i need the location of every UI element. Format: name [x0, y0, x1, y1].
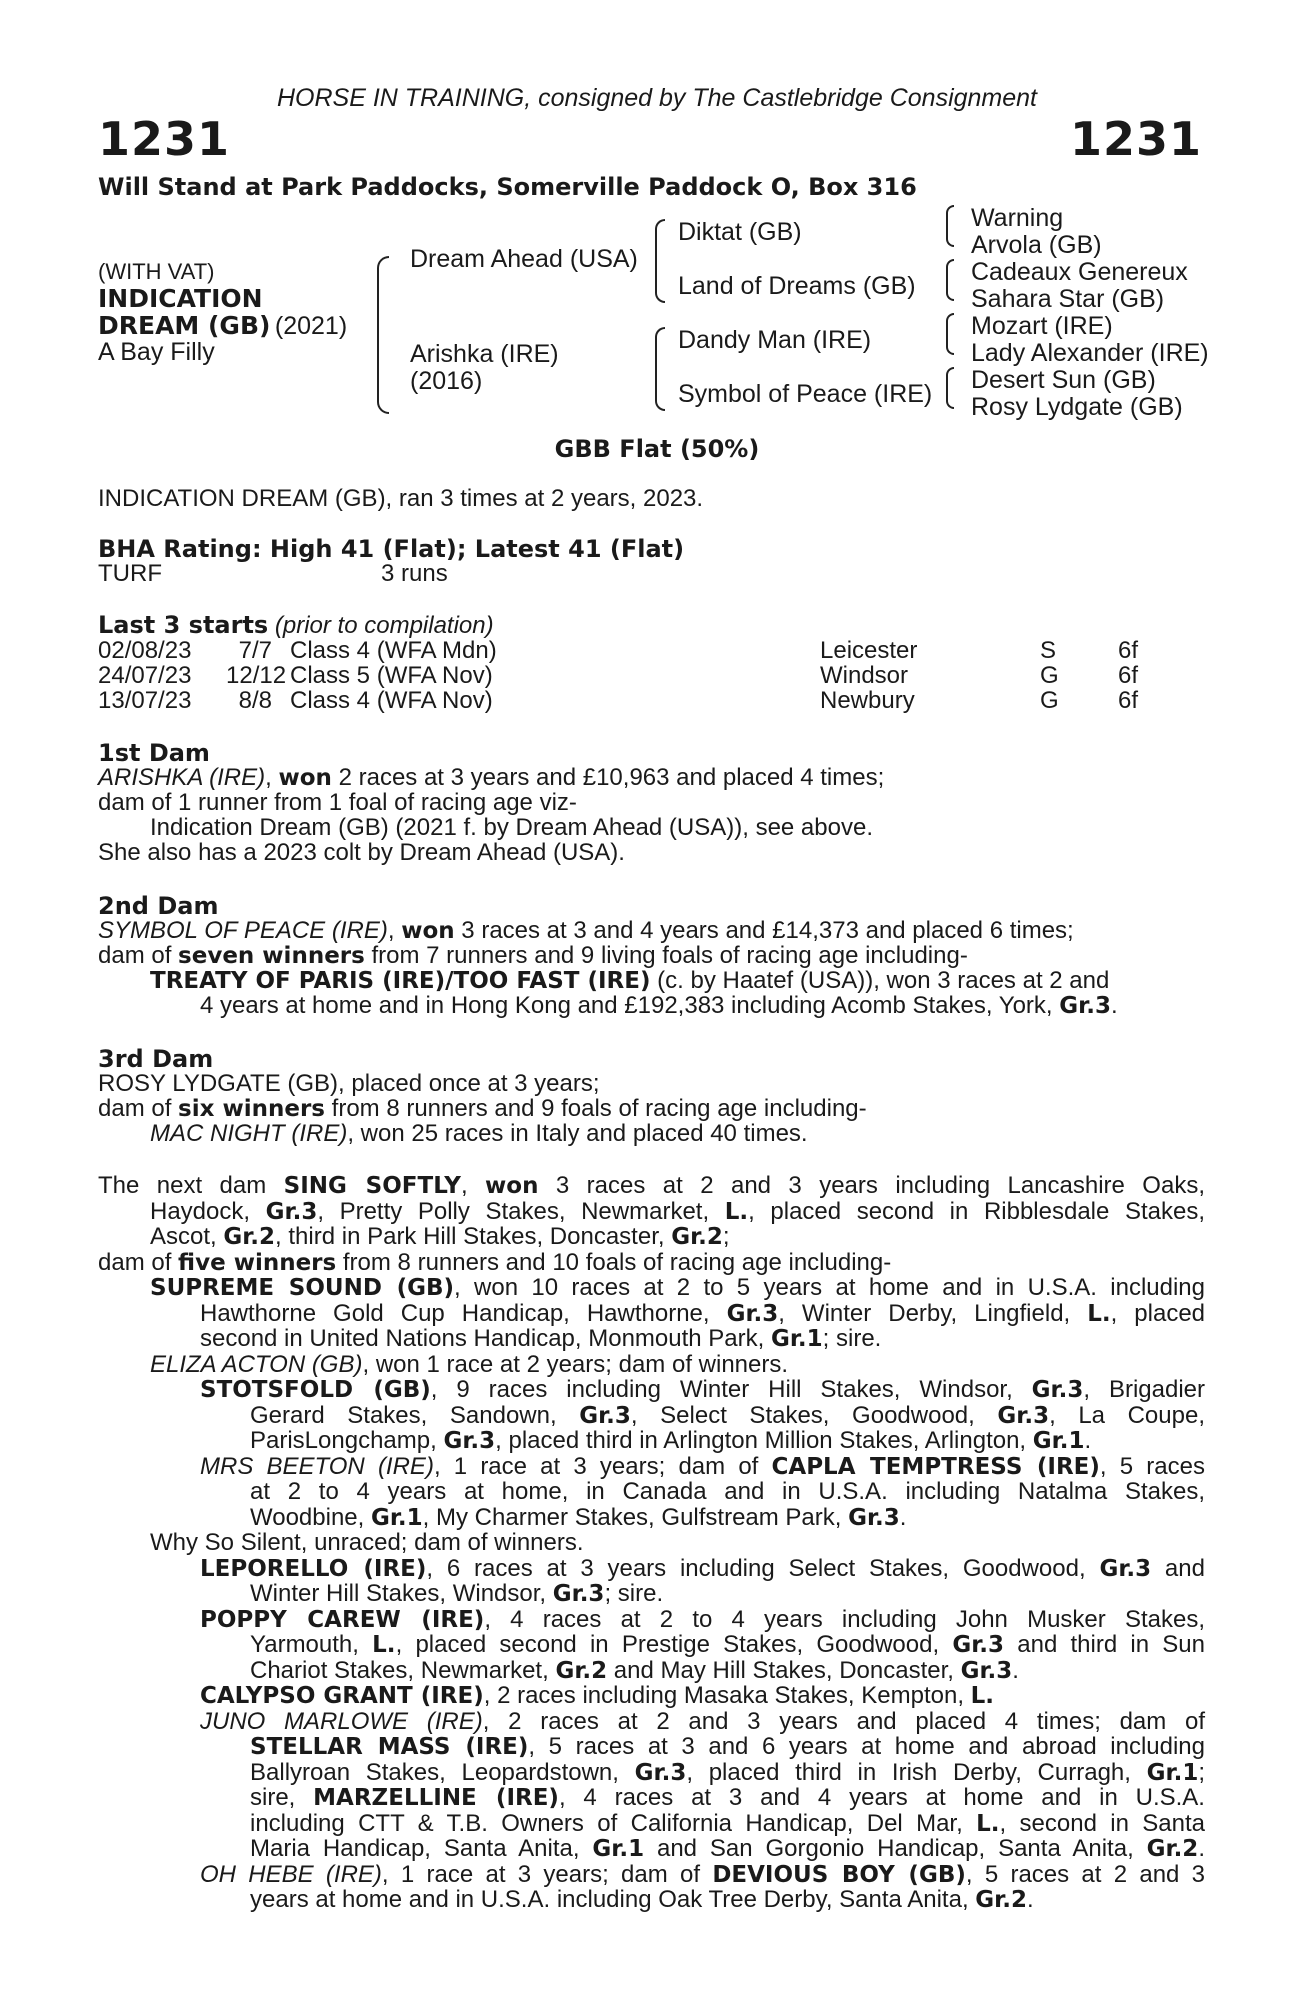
next-dam-l1c: ,: [460, 1172, 486, 1199]
pedigree-gg-2: Arvola (GB): [971, 231, 1102, 259]
dam2-heading: 2nd Dam: [98, 892, 219, 920]
next-dam-l23a: STELLAR MASS (IRE): [250, 1734, 529, 1760]
next-dam-line: [250, 1657, 1019, 1685]
next-dam-l6a: Hawthorne Gold Cup Handicap, Hawthorne,: [200, 1299, 727, 1327]
next-dam-l4b: five winners: [178, 1249, 337, 1276]
dam2-line4: [200, 992, 1118, 1020]
next-dam-l3c: , third in Park Hill Stakes, Doncaster,: [275, 1223, 672, 1250]
next-dam-line: [250, 1427, 1091, 1455]
next-dam-line: [250, 1810, 1205, 1838]
next-dam-l6e: , placed: [1110, 1299, 1206, 1327]
bha-runs: 3 runs: [381, 560, 448, 587]
next-dam-l14d: Gr.3: [848, 1504, 900, 1531]
start-dist: 6f: [1118, 687, 1139, 714]
start-date: 13/07/23: [98, 687, 192, 714]
next-dam-l16c: Gr.3: [1099, 1555, 1152, 1582]
next-dam-l29b: Gr.2: [975, 1887, 1027, 1913]
next-dam-l16d: and: [1151, 1554, 1205, 1582]
pedigree-gg-5: Mozart (IRE): [971, 312, 1113, 340]
next-dam-l17c: ; sire.: [604, 1580, 664, 1607]
next-dam-l27a: Maria Handicap, Santa Anita,: [250, 1835, 593, 1862]
lot-number-right: 1231: [1069, 112, 1202, 166]
next-dam-l20b: Gr.2: [555, 1657, 608, 1684]
next-dam-l22b: , 2 races at 2 and 3 years and placed 4 times; dam of: [482, 1707, 1206, 1735]
next-dam-l12b: , 1 race at 3 years; dam of: [433, 1452, 772, 1480]
race-summary: INDICATION DREAM (GB), ran 3 times at 2 years, 2023.: [98, 485, 704, 512]
horse-name-line1: INDICATION: [98, 284, 263, 313]
dam1-line3: Indication Dream (GB) (2021 f. by Dream Ahead (USA)), see above.: [150, 814, 873, 841]
next-dam-l11d: Gr.1: [1032, 1428, 1085, 1454]
start-pos: 8/8: [238, 687, 272, 714]
next-dam-l10a: Gerard Stakes, Sandown,: [250, 1401, 580, 1429]
next-dam-l23b: , 5 races at 3 and 6 years at home and abroad including: [528, 1733, 1205, 1760]
next-dam-line: [200, 1682, 994, 1710]
next-dam-line: [98, 1249, 891, 1277]
next-dam-l2a: Haydock,: [150, 1197, 266, 1225]
next-dam-l24c: , placed third in Irish Derby, Curragh,: [686, 1758, 1147, 1786]
pedigree-brace-g4: [946, 367, 954, 409]
pedigree-gg-8: Rosy Lydgate (GB): [971, 393, 1183, 421]
next-dam-l20c: and May Hill Stakes, Doncaster,: [607, 1656, 961, 1684]
next-dam-line: [200, 1376, 1205, 1404]
next-dam-line: [250, 1631, 1205, 1659]
next-dam-l4a: dam of: [98, 1248, 179, 1276]
next-dam-l2d: L.: [724, 1198, 749, 1225]
pedigree-brace-g2: [946, 259, 954, 301]
page-header-title: HORSE IN TRAINING, consigned by The Castlebridge Consignment: [276, 84, 1038, 112]
next-dam-l18a: POPPY CAREW (IRE): [200, 1606, 485, 1633]
next-dam-l26c: , second in Santa: [999, 1809, 1205, 1837]
next-dam-l17b: Gr.3: [552, 1581, 605, 1607]
dam1-line1: ARISHKA (IRE), won 2 races at 3 years and £10,963 and placed 4 times;: [98, 764, 885, 791]
next-dam-line: [150, 1274, 1205, 1302]
next-dam-l2b: Gr.3: [265, 1198, 318, 1225]
dam2-l2c: from 7 runners and 9 living foals of racing age including-: [364, 942, 968, 969]
next-dam-l3a: Ascot,: [150, 1223, 224, 1250]
next-dam-l1b: SING SOFTLY: [283, 1173, 461, 1199]
next-dam-line: [200, 1555, 1205, 1583]
horse-name-line2-wrap: [98, 311, 347, 341]
next-dam-l19c: , placed second in Prestige Stakes, Goodwood,: [395, 1631, 953, 1658]
dam2-l4a: 4 years at home and in Hong Kong and £192,383 including Acomb Stakes, York,: [200, 992, 1060, 1019]
next-dam-l22a: JUNO MARLOWE (IRE): [200, 1707, 483, 1735]
pedigree-brace-main: [377, 256, 389, 414]
start-class: Class 5 (WFA Nov): [290, 662, 493, 689]
next-dam-l3b: Gr.2: [223, 1224, 276, 1250]
dam3-line1: ROSY LYDGATE (GB), placed once at 3 years;: [98, 1070, 600, 1097]
next-dam-line: [150, 1351, 788, 1379]
bha-rating: BHA Rating: High 41 (Flat); Latest 41 (Flat): [98, 535, 685, 563]
next-dam-l29a: years at home and in U.S.A. including Oak Tree Derby, Santa Anita,: [250, 1886, 976, 1913]
next-dam-line: [150, 1198, 1205, 1226]
starts-heading-row: [98, 611, 494, 640]
next-dam-l27c: and San Gorgonio Handicap, Santa Anita,: [644, 1835, 1147, 1862]
next-dam-l28a: OH HEBE (IRE): [200, 1860, 382, 1888]
next-dam-l11c: , placed third in Arlington Million Stakes, Arlington,: [495, 1427, 1033, 1454]
pedigree-dam-dam: Symbol of Peace (IRE): [678, 380, 933, 408]
dam2-l4b: Gr.3: [1059, 993, 1111, 1019]
pedigree-gg-3: Cadeaux Genereux: [971, 258, 1188, 286]
dam2-l4c: .: [1110, 992, 1118, 1019]
dam1-record: 2 races at 3 years and £10,963 and placed 4 times;: [331, 764, 885, 791]
pedigree-gg-1: Warning: [971, 204, 1064, 232]
next-dam-l3d: Gr.2: [671, 1224, 723, 1250]
next-dam-l27b: Gr.1: [592, 1836, 645, 1862]
next-dam-l20e: .: [1012, 1656, 1019, 1684]
pedigree-brace-sire: [655, 219, 665, 303]
next-dam-line: [200, 1453, 1205, 1481]
next-dam-line: [200, 1325, 881, 1353]
horse-description: A Bay Filly: [98, 338, 215, 366]
next-dam-l19b: L.: [372, 1632, 396, 1658]
next-dam-l6d: L.: [1087, 1300, 1111, 1327]
dam3-l2c: from 8 runners and 9 foals of racing age including-: [324, 1095, 867, 1122]
next-dam-l24b: Gr.3: [634, 1759, 687, 1786]
start-course: Newbury: [820, 687, 915, 714]
start-date: 02/08/23: [98, 637, 192, 664]
next-dam-l1a: The next dam: [98, 1172, 284, 1199]
next-dam-line: [250, 1504, 906, 1532]
dam3-l2a: dam of: [98, 1095, 179, 1122]
pedigree-dam: Arishka (IRE): [410, 340, 559, 368]
pedigree-gg-6: Lady Alexander (IRE): [971, 339, 1209, 367]
next-dam-line: [250, 1733, 1205, 1761]
dam1-won: won: [278, 765, 332, 791]
next-dam-l27d: Gr.2: [1146, 1836, 1199, 1862]
bha-surface: TURF: [98, 560, 162, 587]
next-dam-line: [250, 1886, 1034, 1914]
next-dam-l7b: Gr.1: [770, 1326, 823, 1352]
next-dam-l28b: , 1 race at 3 years; dam of: [381, 1860, 713, 1888]
next-dam-l11b: Gr.3: [443, 1428, 496, 1454]
next-dam-l9d: , Brigadier: [1083, 1376, 1205, 1403]
dam1-name: ARISHKA (IRE): [98, 764, 266, 791]
next-dam-l26b: L.: [976, 1810, 1000, 1837]
next-dam-l10c: , Select Stakes, Goodwood,: [630, 1401, 998, 1429]
next-dam-l17a: Winter Hill Stakes, Windsor,: [250, 1580, 553, 1607]
dam2-line2: [98, 942, 968, 970]
start-dist: 6f: [1118, 662, 1139, 689]
next-dam-l19d: Gr.3: [952, 1632, 1005, 1658]
start-going: G: [1040, 662, 1059, 689]
next-dam-l25b: MARZELLINE (IRE): [313, 1785, 559, 1811]
next-dam-l9c: Gr.3: [1031, 1377, 1084, 1403]
next-dam-l2e: , placed second in Ribblesdale Stakes,: [748, 1197, 1205, 1225]
next-dam-line: [150, 1529, 584, 1557]
lot-number-left: 1231: [98, 112, 231, 166]
start-date: 24/07/23: [98, 662, 192, 689]
pedigree-sire-dam: Land of Dreams (GB): [678, 272, 916, 300]
pedigree-sire-sire: Diktat (GB): [678, 218, 802, 246]
next-dam-l25a: sire,: [250, 1784, 314, 1811]
next-dam-line: [250, 1478, 1205, 1506]
next-dam-l11e: .: [1084, 1427, 1092, 1454]
next-dam-l24d: Gr.1: [1146, 1759, 1199, 1786]
pedigree-dam-sire: Dandy Man (IRE): [678, 326, 872, 354]
next-dam-line: [200, 1606, 1205, 1634]
next-dam-l24a: Ballyroan Stakes, Leopardstown,: [250, 1758, 635, 1786]
next-dam-line: [250, 1759, 1205, 1787]
start-class: Class 4 (WFA Mdn): [290, 637, 497, 664]
next-dam-l13: at 2 to 4 years at home, in Canada and in U.S.A. including Natalma Stakes,: [250, 1478, 1205, 1505]
dam2-progeny-name: TREATY OF PARIS (IRE)/TOO FAST (IRE): [150, 968, 651, 994]
next-dam-l8a: ELIZA ACTON (GB): [150, 1350, 363, 1378]
next-dam-l12c: CAPLA TEMPTRESS (IRE): [771, 1453, 1100, 1480]
next-dam-l21c: L.: [970, 1683, 995, 1709]
starts-heading: Last 3 starts: [98, 611, 269, 639]
next-dam-l14a: Woodbine,: [250, 1503, 371, 1531]
next-dam-line: [98, 1172, 1205, 1200]
dam1-line2: dam of 1 runner from 1 foal of racing age viz-: [98, 789, 577, 816]
dam2-line3: [150, 967, 1109, 995]
dam1-line4: She also has a 2023 colt by Dream Ahead (USA).: [98, 839, 625, 866]
stand-location: Will Stand at Park Paddocks, Somerville Paddock O, Box 316: [98, 173, 917, 201]
dam3-line3: [150, 1120, 808, 1148]
next-dam-l19e: and third in Sun: [1004, 1631, 1205, 1658]
dam2-winners-count: seven winners: [178, 943, 365, 969]
dam1-heading: 1st Dam: [98, 739, 210, 767]
next-dam-l6b: Gr.3: [726, 1300, 779, 1327]
next-dam-l2c: , Pretty Polly Stakes, Newmarket,: [317, 1197, 725, 1225]
start-course: Leicester: [820, 637, 918, 664]
next-dam-l9a: STOTSFOLD (GB): [200, 1377, 431, 1403]
start-pos: 7/7: [238, 637, 272, 664]
next-dam-l10e: , La Coupe,: [1049, 1401, 1205, 1429]
next-dam-l14c: , My Charmer Stakes, Gulfstream Park,: [422, 1503, 849, 1531]
dam2-l3b: (c. by Haatef (USA)), won 3 races at 2 and: [650, 967, 1110, 994]
next-dam-l7c: ; sire.: [822, 1325, 882, 1352]
next-dam-l6c: , Winter Derby, Lingfield,: [778, 1299, 1088, 1327]
next-dam-l1e: 3 races at 2 and 3 years including Lancashire Oaks,: [538, 1172, 1205, 1199]
next-dam-line: [150, 1223, 730, 1251]
start-pos: 12/12: [226, 662, 287, 689]
next-dam-line: [200, 1861, 1205, 1889]
next-dam-l5a: SUPREME SOUND (GB): [150, 1275, 455, 1301]
start-going: S: [1040, 637, 1057, 664]
dam3-winners-count: six winners: [178, 1096, 325, 1122]
starts-note: (prior to compilation): [274, 612, 494, 639]
next-dam-line: [200, 1300, 1205, 1328]
next-dam-l3e: ;: [722, 1223, 730, 1250]
next-dam-l10b: Gr.3: [579, 1402, 631, 1429]
next-dam-l11a: ParisLongchamp,: [250, 1427, 444, 1454]
next-dam-l27e: .: [1198, 1835, 1205, 1862]
dam2-l2a: dam of: [98, 942, 179, 969]
next-dam-line: [200, 1708, 1205, 1736]
next-dam-line: [250, 1580, 663, 1608]
next-dam-line: [250, 1784, 1205, 1812]
next-dam-l28d: , 5 races at 2 and 3: [965, 1860, 1206, 1888]
next-dam-l29c: .: [1026, 1886, 1034, 1913]
next-dam-l16a: LEPORELLO (IRE): [200, 1555, 427, 1582]
next-dam-l19a: Yarmouth,: [250, 1631, 373, 1658]
pedigree-gg-7: Desert Sun (GB): [971, 366, 1156, 394]
next-dam-l21a: CALYPSO GRANT (IRE): [200, 1683, 484, 1709]
start-going: G: [1040, 687, 1059, 714]
dam3-heading: 3rd Dam: [98, 1045, 214, 1073]
dam3-line2: [98, 1095, 867, 1123]
next-dam-l14e: .: [899, 1503, 907, 1531]
dam2-won: won: [401, 918, 455, 944]
gbb-status: GBB Flat (50%): [554, 435, 760, 463]
dam3-l3b: , won 25 races in Italy and placed 40 times.: [347, 1120, 808, 1147]
next-dam-l5b: , won 10 races at 2 to 5 years at home and in U.S.A. including: [454, 1274, 1206, 1301]
next-dam-l21b: , 2 races including Masaka Stakes, Kempton,: [483, 1682, 971, 1709]
next-dam-l20a: Chariot Stakes, Newmarket,: [250, 1656, 556, 1684]
next-dam-l20d: Gr.3: [960, 1657, 1013, 1684]
vat-note: (WITH VAT): [98, 259, 215, 284]
next-dam-l10d: Gr.3: [997, 1402, 1050, 1429]
pedigree-gg-4: Sahara Star (GB): [971, 285, 1165, 313]
next-dam-l25c: , 4 races at 3 and 4 years at home and in U.S.A.: [558, 1784, 1205, 1811]
next-dam-l18b: , 4 races at 2 to 4 years including John Musker Stakes,: [484, 1605, 1205, 1633]
start-dist: 6f: [1118, 637, 1139, 664]
next-dam-l9b: , 9 races including Winter Hill Stakes, Windsor,: [430, 1376, 1032, 1403]
dam3-progeny-name: MAC NIGHT (IRE): [150, 1120, 348, 1147]
next-dam-l24e: ;: [1198, 1758, 1205, 1786]
next-dam-l12a: MRS BEETON (IRE): [200, 1452, 434, 1480]
next-dam-l15: Why So Silent, unraced; dam of winners.: [150, 1529, 584, 1556]
next-dam-l14b: Gr.1: [370, 1504, 423, 1531]
pedigree-brace-g1: [946, 205, 954, 247]
next-dam-l4c: from 8 runners and 10 foals of racing age including-: [336, 1248, 892, 1276]
next-dam-l26a: including CTT & T.B. Owners of California Handicap, Del Mar,: [250, 1809, 977, 1837]
pedigree-brace-g3: [946, 313, 954, 355]
next-dam-l7a: second in United Nations Handicap, Monmouth Park,: [200, 1325, 771, 1352]
next-dam-line: [250, 1835, 1205, 1863]
next-dam-l16b: , 6 races at 3 years including Select Stakes, Goodwood,: [426, 1554, 1100, 1582]
pedigree-brace-dam: [655, 327, 665, 411]
pedigree-dam-year: (2016): [410, 367, 483, 395]
dam2-name: SYMBOL OF PEACE (IRE): [98, 917, 388, 944]
start-course: Windsor: [820, 662, 909, 689]
pedigree-sire: Dream Ahead (USA): [410, 245, 638, 273]
dam2-record: 3 races at 3 and 4 years and £14,373 and placed 6 times;: [454, 917, 1074, 944]
dam2-line1: SYMBOL OF PEACE (IRE), won 3 races at 3 and 4 years and £14,373 and placed 6 times;: [98, 917, 1074, 944]
next-dam-l28c: DEVIOUS BOY (GB): [712, 1861, 966, 1888]
next-dam-l1d: won: [485, 1173, 539, 1199]
next-dam-line: [250, 1402, 1205, 1430]
horse-name-line2: DREAM (GB): [98, 311, 271, 340]
horse-foaling-year: (2021): [274, 312, 348, 340]
start-class: Class 4 (WFA Nov): [290, 687, 493, 714]
next-dam-l8b: , won 1 race at 2 years; dam of winners.: [362, 1350, 789, 1378]
next-dam-l12d: , 5 races: [1099, 1452, 1205, 1480]
